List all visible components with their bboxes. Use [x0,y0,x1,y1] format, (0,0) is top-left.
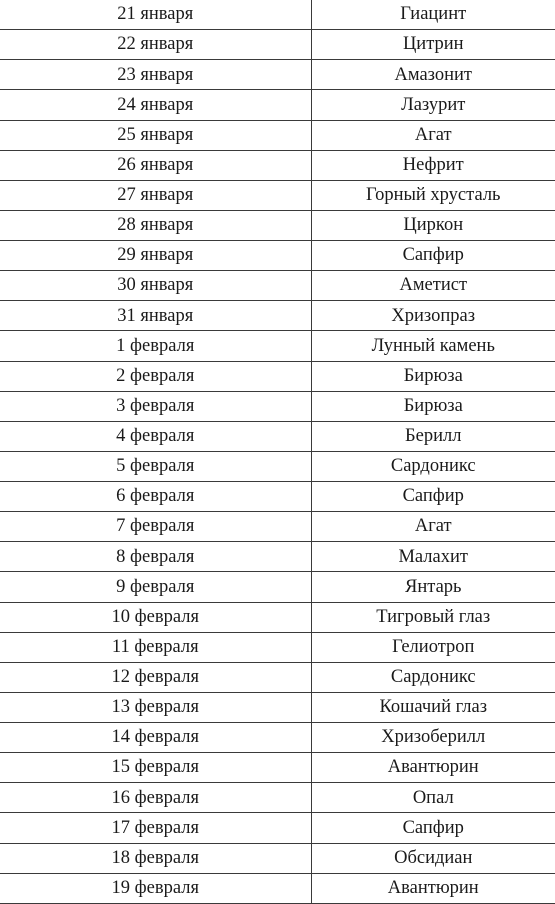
table-row [0,602,555,632]
table-row [0,753,555,783]
date-cell: 11 февраля [0,632,311,662]
date-cell: 26 января [0,150,311,180]
stone-cell: Сардоникс [311,662,555,692]
stone-cell: Опал [311,783,555,813]
date-cell: 23 января [0,60,311,90]
stone-cell: Сапфир [311,813,555,843]
date-cell: 4 февраля [0,421,311,451]
date-cell: 22 января [0,30,311,60]
stone-cell: Обсидиан [311,843,555,873]
table-row [0,0,555,30]
table-row [0,180,555,210]
table-row [0,723,555,753]
table-row [0,30,555,60]
table-row [0,512,555,542]
table-row [0,391,555,421]
table-row [0,692,555,722]
date-cell: 12 февраля [0,662,311,692]
date-cell: 16 февраля [0,783,311,813]
table-row [0,662,555,692]
stone-cell: Аметист [311,271,555,301]
stone-cell: Авантюрин [311,873,555,903]
stone-cell: Хризопраз [311,301,555,331]
stone-cell: Кошачий глаз [311,692,555,722]
stone-cell: Нефрит [311,150,555,180]
date-cell: 30 января [0,271,311,301]
date-cell: 15 февраля [0,753,311,783]
date-cell: 7 февраля [0,512,311,542]
stone-cell: Тигровый глаз [311,602,555,632]
date-cell: 19 февраля [0,873,311,903]
table-row [0,271,555,301]
stone-cell: Малахит [311,542,555,572]
date-cell: 31 января [0,301,311,331]
stone-cell: Янтарь [311,572,555,602]
date-cell: 3 февраля [0,391,311,421]
table-row [0,451,555,481]
date-cell: 6 февраля [0,482,311,512]
stone-cell: Амазонит [311,60,555,90]
date-cell: 21 января [0,0,311,30]
table-row [0,150,555,180]
date-cell: 8 февраля [0,542,311,572]
table-row [0,421,555,451]
date-cell: 5 февраля [0,451,311,481]
stone-cell: Лазурит [311,90,555,120]
stone-cell: Сапфир [311,241,555,271]
date-cell: 27 января [0,180,311,210]
table-row [0,90,555,120]
date-cell: 9 февраля [0,572,311,602]
table-row [0,60,555,90]
table-row [0,301,555,331]
table-row [0,542,555,572]
date-cell: 17 февраля [0,813,311,843]
date-cell: 28 января [0,210,311,240]
date-cell: 29 января [0,241,311,271]
date-cell: 2 февраля [0,361,311,391]
table-row [0,632,555,662]
table-row [0,361,555,391]
stone-cell: Хризоберилл [311,723,555,753]
stone-cell: Лунный камень [311,331,555,361]
stone-cell: Бирюза [311,361,555,391]
stone-cell: Авантюрин [311,753,555,783]
stone-cell: Бирюза [311,391,555,421]
stone-cell: Сардоникс [311,451,555,481]
stone-cell: Цитрин [311,30,555,60]
table-row [0,572,555,602]
table-row [0,873,555,903]
stone-cell: Агат [311,512,555,542]
date-cell: 25 января [0,120,311,150]
date-cell: 14 февраля [0,723,311,753]
stone-cell: Горный хрусталь [311,180,555,210]
stone-cell: Агат [311,120,555,150]
stone-cell: Берилл [311,421,555,451]
table-row [0,241,555,271]
table-row [0,783,555,813]
stone-cell: Гелиотроп [311,632,555,662]
table-row [0,843,555,873]
stone-cell: Сапфир [311,482,555,512]
table-row [0,210,555,240]
stone-cell: Циркон [311,210,555,240]
table-row [0,482,555,512]
stone-cell: Гиацинт [311,0,555,30]
date-cell: 24 января [0,90,311,120]
date-cell: 10 февраля [0,602,311,632]
table-row [0,120,555,150]
date-cell: 1 февраля [0,331,311,361]
date-cell: 13 февраля [0,692,311,722]
date-cell: 18 февраля [0,843,311,873]
table-row [0,813,555,843]
table-row [0,331,555,361]
